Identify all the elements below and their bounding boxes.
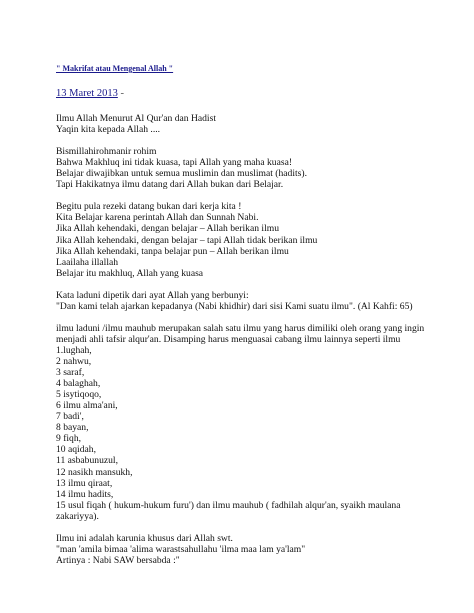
paragraph-4-line: "Dan kami telah ajarkan kepadanya (Nabi khidhir) dari sisi Kami suatu ilmu". (Al Kahfi: 65) bbox=[56, 300, 413, 312]
post-date bbox=[56, 88, 124, 99]
paragraph-5-line: 6 ilmu alma'ani, bbox=[56, 400, 118, 412]
paragraph-3-line: Jika Allah kehendaki, dengan belajar – Allah berikan ilmu bbox=[56, 223, 279, 235]
paragraph-gap bbox=[56, 190, 456, 201]
document-body bbox=[56, 113, 456, 566]
paragraph-2-line: Bahwa Makhluq ini tidak kuasa, tapi Allah yang maha kuasa! bbox=[56, 157, 293, 169]
paragraph-5-line: 15 usul fiqah ( hukum-hukum furu') dan ilmu mauhub ( fadhilah alqur'an, syaikh maulana bbox=[56, 499, 401, 511]
paragraph-2-line: Tapi Hakikatnya ilmu datang dari Allah bukan dari Belajar. bbox=[56, 179, 284, 191]
paragraph-3-line: Begitu pula rezeki datang bukan dari kerja kita ! bbox=[56, 201, 242, 213]
paragraph-5-line: 3 saraf, bbox=[56, 367, 85, 379]
post-date-link[interactable]: 13 Maret 2013 bbox=[56, 88, 118, 99]
paragraph-2-line: Belajar diwajibkan untuk semua muslimin dan muslimat (hadits). bbox=[56, 168, 307, 180]
paragraph-2-line: Bismillahirohmanir rohim bbox=[56, 146, 157, 158]
paragraph-5-line: 5 isytiqoqo, bbox=[56, 389, 102, 401]
paragraph-3-line: Jika Allah kehendaki, tanpa belajar pun – Allah berikan ilmu bbox=[56, 245, 289, 257]
paragraph-3-line: Jika Allah kehendaki, dengan belajar – tapi Allah tidak berikan ilmu bbox=[56, 234, 318, 246]
paragraph-3-line: Laailaha illallah bbox=[56, 256, 119, 268]
paragraph-5-line: ilmu laduni /ilmu mauhub merupakan salah satu ilmu yang harus dimiliki oleh orang yang ingin bbox=[56, 322, 425, 334]
paragraph-1-line: Ilmu Allah Menurut Al Qur'an dan Hadist bbox=[56, 113, 217, 124]
paragraph-5-line: 9 fiqh, bbox=[56, 433, 82, 445]
paragraph-5-line: 11 asbabunuzul, bbox=[56, 455, 118, 467]
paragraph-6-line: Artinya : Nabi SAW bersabda :" bbox=[56, 554, 180, 566]
paragraph-gap bbox=[56, 312, 456, 323]
document-title: " Makrifat atau Mengenal Allah " bbox=[56, 64, 174, 73]
paragraph-3-line: Kita Belajar karena perintah Allah dan Sunnah Nabi. bbox=[56, 212, 259, 224]
paragraph-gap bbox=[56, 135, 456, 146]
paragraph-5-line: 13 ilmu qiraat, bbox=[56, 477, 113, 489]
paragraph-5-line: 1.lughah, bbox=[56, 344, 92, 356]
paragraph-gap bbox=[56, 522, 456, 533]
paragraph-5-line: 8 bayan, bbox=[56, 422, 89, 434]
paragraph-5-line: zakariyya). bbox=[56, 510, 99, 522]
paragraph-gap bbox=[56, 279, 456, 290]
paragraph-5-line: menjadi ahli tafsir alqur'an. Disamping harus menguasai cabang ilmu lainnya seperti ilmu bbox=[56, 333, 401, 345]
paragraph-5-line: 7 badi', bbox=[56, 411, 84, 423]
paragraph-6-line: "man 'amila bimaa 'alima warastsahullahu 'ilma maa lam ya'lam" bbox=[56, 543, 306, 555]
paragraph-1-line: Yaqin kita kepada Allah .... bbox=[56, 124, 161, 136]
paragraph-5-line: 2 nahwu, bbox=[56, 356, 92, 368]
paragraph-6-line: Ilmu ini adalah karunia khusus dari Allah swt. bbox=[56, 532, 233, 544]
paragraph-4-line: Kata laduni dipetik dari ayat Allah yang berbunyi: bbox=[56, 289, 249, 301]
post-date-suffix: - bbox=[120, 88, 124, 99]
paragraph-5-line: 4 balaghah, bbox=[56, 378, 101, 390]
paragraph-5-line: 10 aqidah, bbox=[56, 444, 96, 456]
paragraph-5-line: 12 nasikh mansukh, bbox=[56, 466, 133, 478]
paragraph-3-line: Belajar itu makhluq, Allah yang kuasa bbox=[56, 267, 204, 279]
paragraph-5-line: 14 ilmu hadits, bbox=[56, 488, 114, 500]
